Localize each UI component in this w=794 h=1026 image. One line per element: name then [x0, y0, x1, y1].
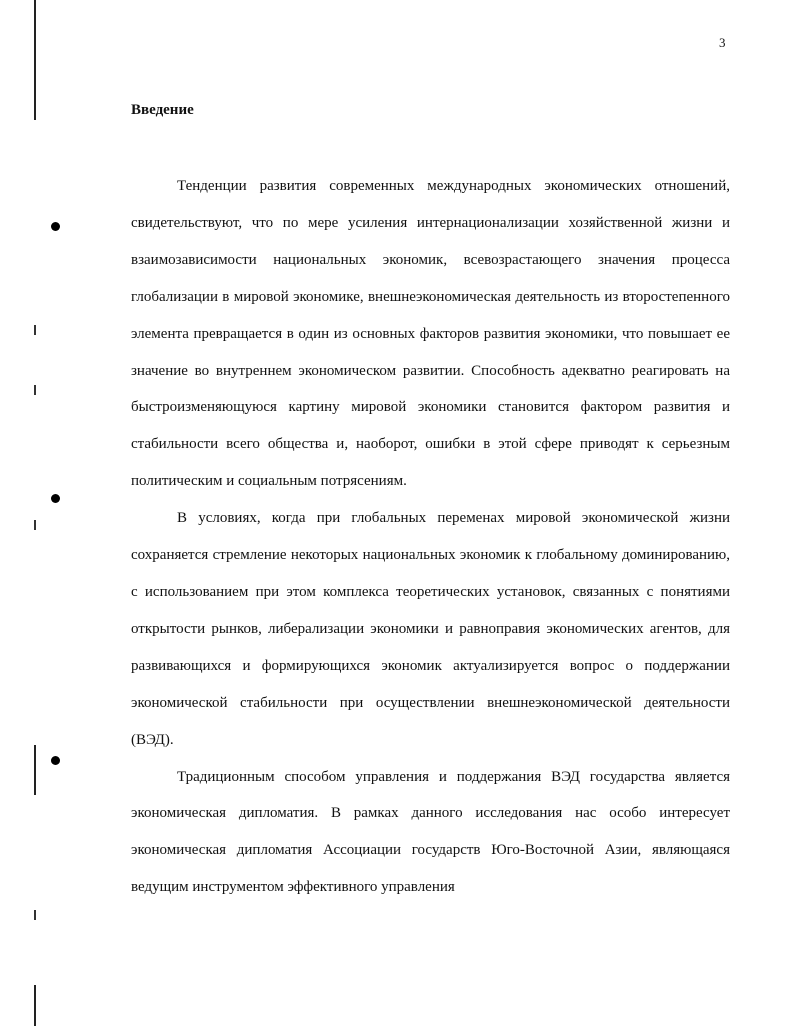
binder-hole-mark [51, 494, 60, 503]
scan-edge-line [34, 985, 36, 1026]
page-number: 3 [719, 35, 726, 50]
scan-edge-line [34, 0, 36, 120]
section-heading: Введение [131, 102, 194, 118]
scan-tick-mark [34, 520, 36, 530]
scan-tick-mark [34, 910, 36, 920]
scan-tick-mark [34, 325, 36, 335]
binder-hole-mark [51, 222, 60, 231]
scan-tick-mark [34, 385, 36, 395]
paragraph: В условиях, когда при глобальных переменах мировой экономической жизни сохраняется стремление некоторых национальных экономик к глобальному доминированию, с использованием при этом комплекса теоретических установок, связанных с понятиями открытости рынков, либерализации экономики и равноправия экономических агентов, для развивающихся и формирующихся экономик актуализируется вопрос о поддержании экономической стабильности при осуществлении внешнеэкономической деятельности (ВЭД). [131, 510, 730, 748]
binder-hole-mark [51, 756, 60, 765]
body-text [131, 168, 730, 906]
scan-edge-line [34, 745, 36, 795]
paragraph: Традиционным способом управления и поддержания ВЭД государства является экономическая дипломатия. В рамках данного исследования нас особо интересует экономическая дипломатия Ассоциации государств Юго-Восточной Азии, являющаяся ведущим инструментом эффективного управления [131, 768, 730, 896]
paragraph: Тенденции развития современных международных экономических отношений, свидетельствуют, что по мере усиления интернационализации хозяйственной жизни и взаимозависимости национальных экономик, всевозрастающего значения процесса глобализации в мировой экономике, внешнеэкономическая деятельность из второстепенного элемента превращается в один из основных факторов развития экономики, что повышает ее значение во внутреннем экономическом развитии. Способность адекватно реагировать на быстроизменяющуюся картину мировой экономики становится фактором развития и стабильности всего общества и, наоборот, ошибки в этой сфере приводят к серьезным политическим и социальным потрясениям. [131, 178, 730, 490]
